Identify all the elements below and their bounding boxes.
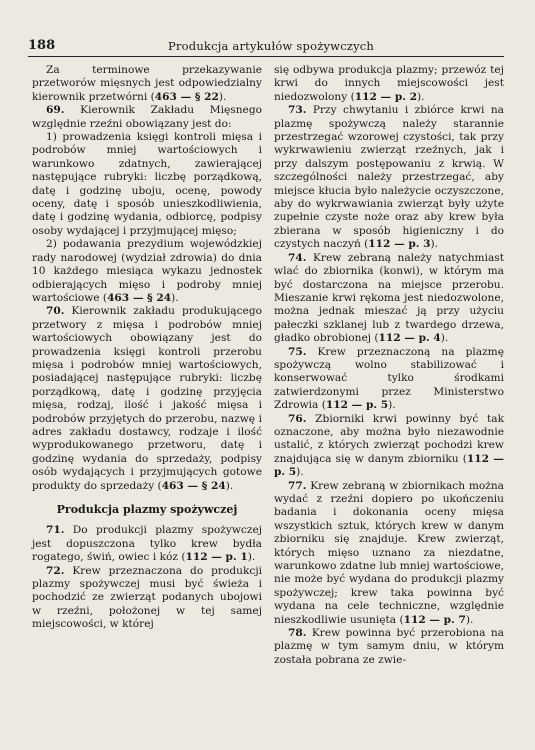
- paragraph-number: 72.: [46, 564, 65, 577]
- paragraph-number: 74.: [288, 251, 307, 264]
- running-title: Produkcja artykułów spożywczych: [168, 39, 375, 53]
- paragraph-69-item-2: 2) podawania prezydium wojewódzkiej rady narodowej (wydział zdrowia) do dnia 10 każdego miesiąca wykazu jednostek odbierających mięso i podroby mniej wartościowe (463 — § 24).: [32, 238, 262, 304]
- paragraph-number: 70.: [46, 305, 65, 318]
- paragraph-number: 78.: [288, 627, 307, 640]
- paragraph-71: 71. Do produkcji plazmy spożywczej jest dopuszczona tylko krew bydła rogatego, świń, owiec i kóz (112 — p. 1).: [32, 524, 262, 564]
- paragraph-78: 78. Krew powinna być przerobiona na plazmę w tym samym dniu, w którym została pobrana ze zwie-: [274, 627, 504, 666]
- paragraph-69: 69. Kierownik Zakładu Mięsnego względnie rzeźni obowiązany jest do:: [32, 104, 262, 130]
- paragraph-70: 70. Kierownik zakładu produkującego przetwory z mięsa i podrobów mniej wartościowych obowiązany jest do prowadzenia księgi kontroli przerobu mięsa i podrobów mniej wartościowych, posiadającej następujące rubryki: liczbę porządkową, datę i godzinę przyjęcia mięsa, rodzaj, ilość i jakość mięsa i podrobów przyjętych do przerobu, nazwę i adres zakładu dostawcy, rodzaje i ilość wyprodukowanego przetworu, datę i godzinę wydania do sprzedaży, podpisy osób wydających i przyjmujących gotowe produkty do sprzedaży (463 — § 24).: [32, 305, 262, 492]
- reference: 112 — p. 4: [378, 332, 441, 345]
- paragraph-number: 76.: [288, 412, 307, 425]
- paragraph-73: 73. Przy chwytaniu i zbiórce krwi na plazmę spożywczą należy starannie przestrzegać wzorowej czystości, tak przy wykrwawieniu zwierząt rzeźnych, jak i przy dalszym postępowaniu z krwią. W szczególności należy przestrzegać, aby miejsce kłucia było należycie oczyszczone, aby do wykrwawiania zwierząt były użyte zupełnie czyste noże oraz aby krew była zbierana w sposób higieniczny i do czystych naczyń (112 — p. 3).: [274, 104, 504, 251]
- reference: 463 — § 22: [154, 90, 219, 103]
- reference: 112 — p. 1: [185, 551, 248, 564]
- paragraph-72-continued: się odbywa produkcja plazmy; przewóz tej krwi do innych miejscowości jest niedozwolony (112 — p. 2).: [274, 64, 504, 103]
- right-column: [274, 64, 504, 667]
- paragraph-72: 72. Krew przeznaczona do produkcji plazmy spożywczej musi być świeża i pochodzić ze zwierząt podanych ubojowi w rzeźni, położonej w tej samej miejscowości, w której: [32, 564, 262, 631]
- page-number: 188: [28, 38, 56, 53]
- paragraph-number: 73.: [288, 104, 307, 117]
- paragraph-intro: Za terminowe przekazywanie przetworów mięsnych jest odpowiedzialny kierownik przetwórni (463 — § 22).: [32, 64, 262, 103]
- reference: 463 — § 24: [161, 479, 226, 492]
- paragraph-76: 76. Zbiorniki krwi powinny być tak oznaczone, aby można było niezawodnie ustalić, z których zwierząt pochodzi krew znajdująca się w danym zbiorniku (112 — p. 5).: [274, 412, 504, 479]
- paragraph-75: 75. Krew przeznaczoną na plazmę spożywczą wolno stabilizować i konserwować tylko środkami zatwierdzonymi przez Ministerstwo Zdrowia (112 — p. 5).: [274, 345, 504, 412]
- paragraph-number: 69.: [46, 104, 65, 117]
- paragraph-number: 75.: [288, 345, 307, 358]
- reference: 112 — p. 3: [368, 238, 431, 251]
- left-column: [32, 64, 262, 632]
- reference: 112 — p. 5: [325, 399, 389, 412]
- paragraph-number: 77.: [288, 479, 307, 492]
- section-heading: Produkcja plazmy spożywczej: [56, 503, 238, 516]
- paragraph-77: 77. Krew zebraną w zbiornikach można wydać z rzeźni dopiero po ukończeniu badania i dokonania oceny mięsa wszystkich sztuk, których krew w danym zbiorniku się znajduje. Krew zwierząt, których mięso uznano za niezdatne, warunkowo zdatne lub mniej wartościowe, nie może być wydana do produkcji plazmy spożywczej; krew taka powinna być wydana na cele techniczne, względnie nieszkodliwie usunięta (112 — p. 7).: [274, 479, 504, 626]
- page-header: [28, 36, 504, 57]
- paragraph-69-item-1: 1) prowadzenia księgi kontroli mięsa i podrobów mniej wartościowych i warunkowo zdatnych, zawierającej następujące rubryki: liczbę porządkową, datę i godzinę uboju, ocenę, powody oceny, datę i sposób unieszkodliwienia, datę i godzinę wydania, odbiorcę, podpisy osoby wydającej i przyjmującej mięso;: [32, 131, 262, 237]
- paragraph-number: 71.: [46, 524, 65, 537]
- paragraph-74: 74. Krew zebraną należy natychmiast wlać do zbiornika (konwi), w którym ma być dostarczona na miejsce przerobu. Mieszanie krwi rękoma jest niedozwolone, można jednak mieszać ją przy użyciu pałeczki szklanej lub z twardego drzewa, gładko obrobionej (112 — p. 4).: [274, 251, 504, 345]
- reference: 112 — p. 2: [354, 90, 417, 103]
- reference: 463 — § 24: [107, 291, 172, 304]
- reference: 112 — p. 7: [403, 613, 466, 626]
- reference: 112 — p. 5: [274, 452, 504, 479]
